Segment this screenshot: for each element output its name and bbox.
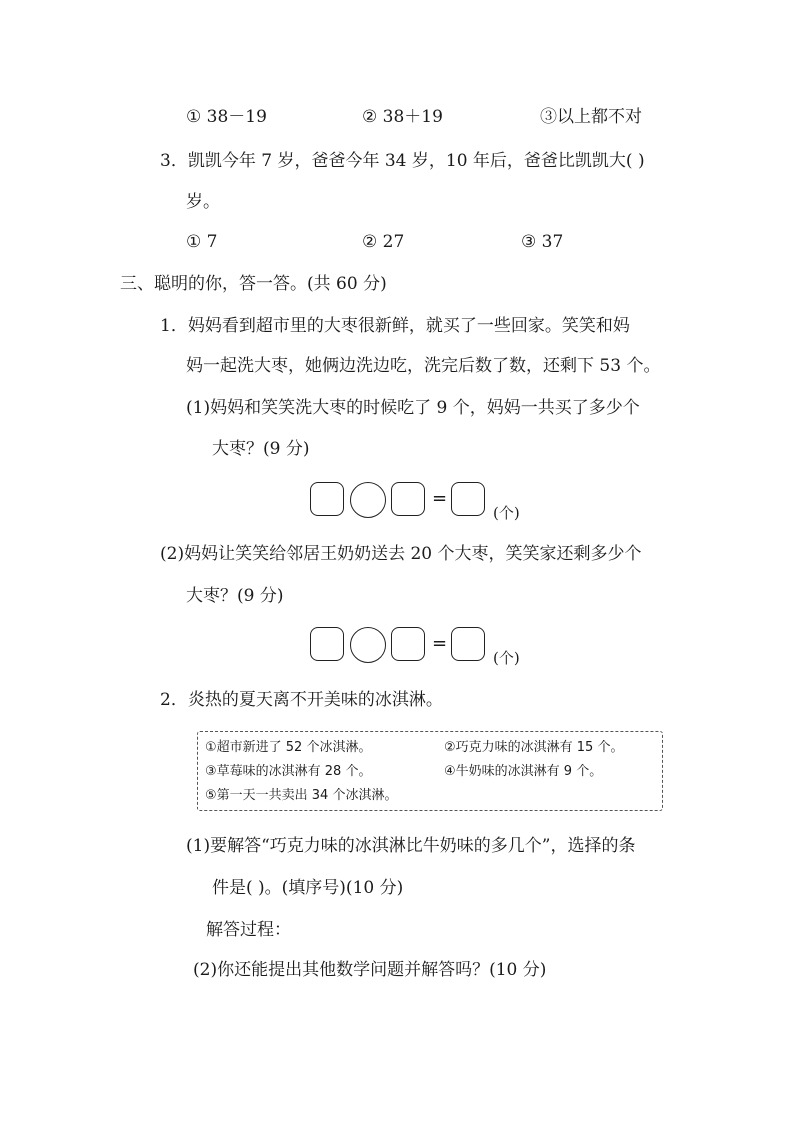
problem1-sub2-line2: 大枣？(9 分)	[186, 586, 284, 606]
problem2-sub1-line2: 件是( )。(填序号)(10 分)	[212, 878, 404, 898]
q3-option-1: ① 7	[186, 232, 218, 252]
section-heading: 三、聪明的你，答一答。(共 60 分)	[120, 274, 387, 294]
answer-box[interactable]	[451, 627, 485, 661]
q3-text-line1: 3．凯凯今年 7 岁，爸爸今年 34 岁，10 年后，爸爸比凯凯大( )	[160, 151, 645, 171]
q3-text-line2: 岁。	[186, 192, 220, 212]
solution-process-label: 解答过程：	[206, 920, 291, 940]
problem1-line2: 妈一起洗大枣，她俩边洗边吃，洗完后数了数，还剩下 53 个。	[186, 356, 661, 376]
q2-option-3: ③以上都不对	[540, 107, 642, 127]
answer-box[interactable]	[451, 482, 485, 516]
condition-5: ⑤第一天一共卖出 34 个冰淇淋。	[205, 788, 398, 803]
answer-box[interactable]	[391, 482, 425, 516]
problem1-sub2-line1: (2)妈妈让笑笑给邻居王奶奶送去 20 个大枣，笑笑家还剩多少个	[160, 544, 642, 564]
answer-box[interactable]	[310, 482, 344, 516]
operator-circle[interactable]	[350, 482, 386, 518]
condition-2: ②巧克力味的冰淇淋有 15 个。	[444, 740, 624, 755]
q2-option-1: ① 38－19	[186, 107, 267, 127]
answer-box[interactable]	[310, 627, 344, 661]
operator-circle[interactable]	[350, 627, 386, 663]
problem1-line1: 1．妈妈看到超市里的大枣很新鲜，就买了一些回家。笑笑和妈	[160, 316, 630, 336]
unit-label: (个)	[493, 504, 520, 522]
equation-template-1	[310, 482, 540, 522]
condition-3: ③草莓味的冰淇淋有 28 个。	[205, 764, 372, 779]
problem1-sub1-line2: 大枣？(9 分)	[212, 439, 310, 459]
condition-4: ④牛奶味的冰淇淋有 9 个。	[444, 764, 603, 779]
equals-sign: =	[432, 633, 448, 654]
equals-sign: =	[432, 488, 448, 509]
q2-option-2: ② 38＋19	[362, 107, 443, 127]
conditions-box	[197, 731, 663, 811]
equation-template-2	[310, 627, 540, 667]
unit-label: (个)	[493, 649, 520, 667]
answer-box[interactable]	[391, 627, 425, 661]
condition-1: ①超市新进了 52 个冰淇淋。	[205, 740, 372, 755]
problem2-title: 2．炎热的夏天离不开美味的冰淇淋。	[160, 690, 443, 710]
q3-option-2: ② 27	[362, 232, 405, 252]
q3-option-3: ③ 37	[521, 232, 564, 252]
problem2-sub2: (2)你还能提出其他数学问题并解答吗？(10 分)	[193, 960, 547, 980]
problem1-sub1-line1: (1)妈妈和笑笑洗大枣的时候吃了 9 个，妈妈一共买了多少个	[186, 398, 640, 418]
problem2-sub1-line1: (1)要解答“巧克力味的冰淇淋比牛奶味的多几个”，选择的条	[186, 836, 636, 856]
